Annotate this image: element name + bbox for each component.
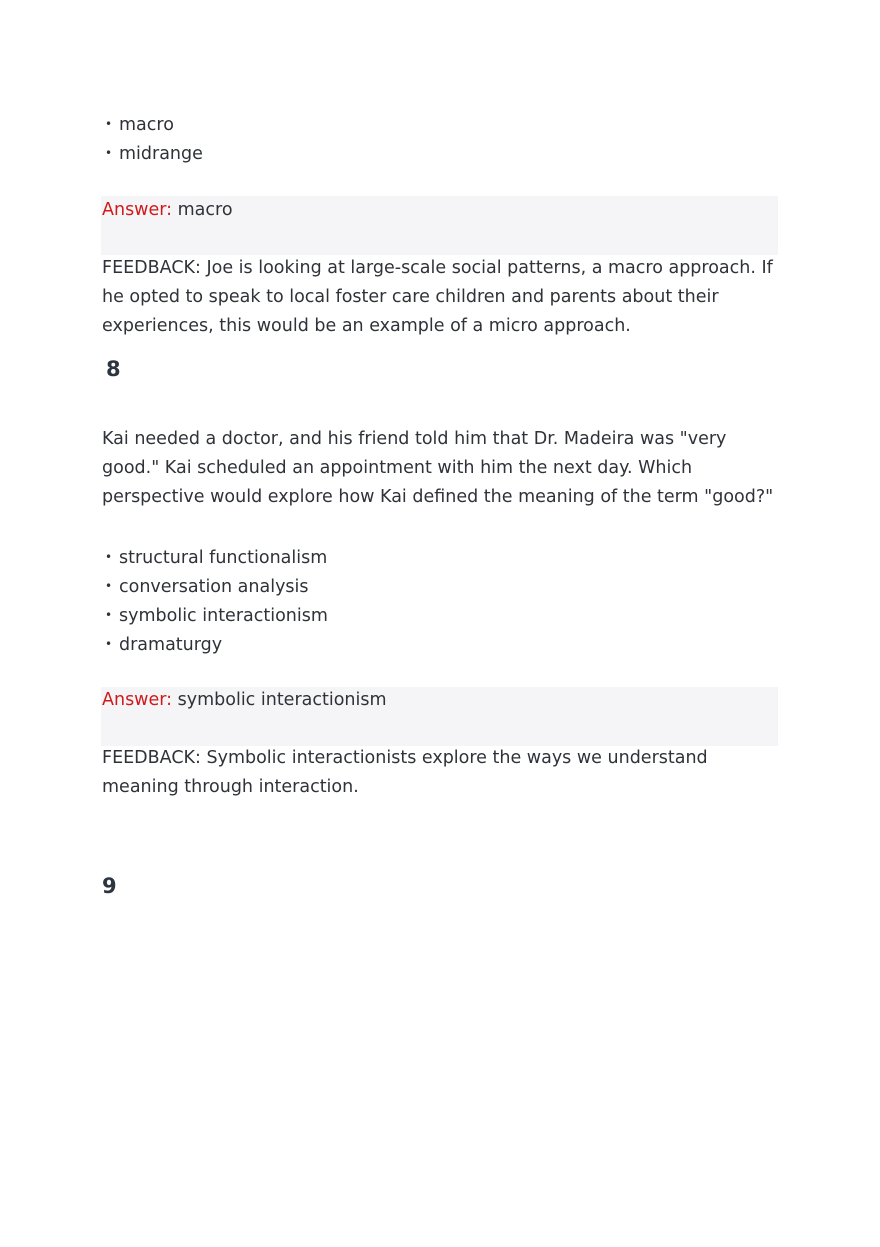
q7-option bbox=[105, 140, 203, 169]
q8-number: 8 bbox=[106, 357, 121, 381]
q7-feedback: FEEDBACK: Joe is looking at large-scale social patterns, a macro approach. If he opted to speak to local foster care children and parents about their experiences, this would be an example of a micro approach. bbox=[102, 258, 773, 336]
q8-option-text: dramaturgy bbox=[119, 635, 223, 655]
bullet-icon: • bbox=[105, 550, 113, 564]
q8-answer bbox=[102, 686, 387, 715]
q7-option bbox=[105, 111, 203, 140]
q7-answer-label: Answer: bbox=[102, 200, 173, 220]
q8-option bbox=[105, 544, 328, 573]
q8-option bbox=[105, 573, 328, 602]
bullet-icon: • bbox=[105, 579, 113, 593]
bullet-icon: • bbox=[105, 637, 113, 651]
q8-answer-value: symbolic interactionism bbox=[177, 690, 387, 710]
q8-question-text: Kai needed a doctor, and his friend told him that Dr. Madeira was "very good." Kai scheduled an appointment with him the next day. Which perspective would explore how Kai defined the meaning of the term "good?" bbox=[102, 429, 774, 507]
q7-option-text: midrange bbox=[119, 144, 203, 164]
q8-option bbox=[105, 602, 328, 631]
q8-option-text: conversation analysis bbox=[119, 577, 309, 597]
q9-number: 9 bbox=[102, 874, 117, 898]
bullet-icon: • bbox=[105, 608, 113, 622]
q8-options-list bbox=[105, 544, 328, 660]
bullet-icon: • bbox=[105, 146, 113, 160]
q7-option-text: macro bbox=[119, 115, 174, 135]
bullet-icon: • bbox=[105, 117, 113, 131]
q7-options-list bbox=[105, 111, 203, 169]
q8-option-text: symbolic interactionism bbox=[119, 606, 328, 626]
q8-option-text: structural functionalism bbox=[119, 548, 328, 568]
q8-answer-label: Answer: bbox=[102, 690, 173, 710]
q7-answer-value: macro bbox=[177, 200, 233, 220]
q8-feedback: FEEDBACK: Symbolic interactionists explore the ways we understand meaning through interaction. bbox=[102, 748, 708, 797]
q7-answer bbox=[102, 196, 233, 225]
q8-option bbox=[105, 631, 328, 660]
